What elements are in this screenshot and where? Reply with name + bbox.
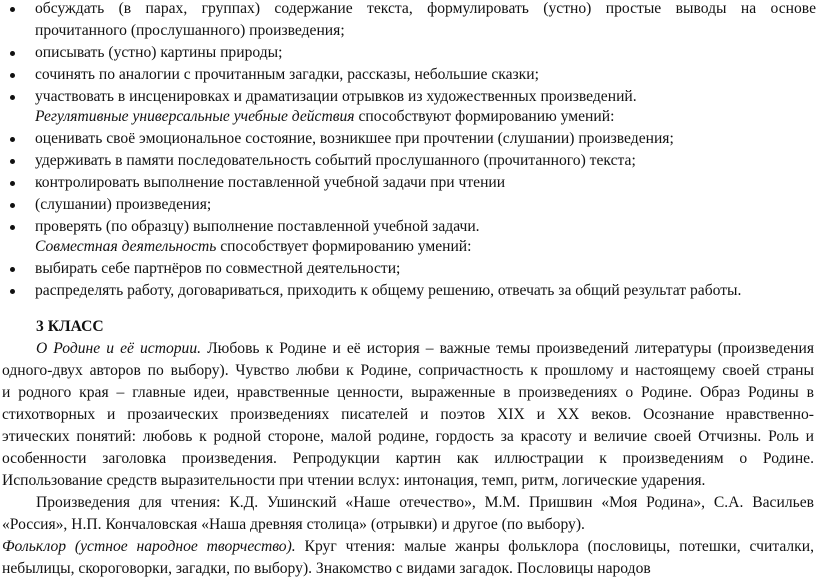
joint-intro [35, 236, 816, 258]
bullet-icon [10, 289, 15, 294]
list-item-text: оценивать своё эмоциональное состояние, возникшее при прочтении (слушании) произведения; [35, 130, 674, 147]
bullet-icon [10, 51, 15, 56]
homeland-line-1: О Родине и её истории. Любовь к Родине и её история – важные темы произведений литературы (произведения [36, 340, 814, 357]
paragraph-line: Использование средств выразительности при чтении вслух: интонация, темп, ритм, логические ударения. [2, 472, 706, 489]
bullet-icon [10, 95, 15, 100]
list-item-text: контролировать выполнение поставленной учебной задачи при чтении [35, 174, 506, 191]
list-item-text: распределять работу, договариваться, приходить к общему решению, отвечать за общий результат работы. [35, 282, 742, 299]
list-item-text: удерживать в памяти последовательность событий прослушанного (прочитанного) текста; [35, 152, 636, 169]
list-item-text: обсуждать (в парах, группах) содержание текста, формулировать (устно) простые выводы на основе [35, 0, 816, 17]
bullet-icon [10, 203, 15, 208]
regulative-rest: способствуют формированию умений: [354, 108, 615, 125]
list-item-text: проверять (по образцу) выполнение поставленной учебной задачи. [35, 218, 480, 235]
bullet-icon [10, 267, 15, 272]
list-item-text: (слушании) произведения; [35, 196, 212, 213]
bullet-icon [10, 159, 15, 164]
paragraph-line: особенности заголовка произведения. Репродукции картин как иллюстрации к произведениям о Родине. [2, 450, 814, 467]
bullet-icon [10, 225, 15, 230]
paragraph-line: и родного края – главные идеи, нравственные ценности, выраженные в произведениях о Родине. Образ Родины в [2, 384, 814, 401]
list-item-text: выбирать себе партнёров по совместной деятельности; [35, 260, 401, 277]
works-line: «Россия», Н.П. Кончаловская «Наша древняя столица» (отрывки) и другое (по выбору). [2, 516, 585, 533]
works-line: Произведения для чтения: К.Д. Ушинский «Наше отечество», М.М. Пришвин «Моя Родина», С.А. Васильев [36, 494, 814, 511]
paragraph-line: стихотворных и прозаических произведениях писателей и поэтов XIX и XX веков. Осознание нравственно- [2, 406, 814, 423]
list-item-text: прочитанного (прослушанного) произведения; [35, 22, 345, 39]
paragraph-line: небылицы, скороговорки, загадки, по выбору). Знакомство с видами загадок. Пословицы народов [2, 560, 651, 577]
grade-heading: 3 КЛАСС [36, 318, 104, 335]
bullet-icon [10, 181, 15, 186]
homeland-title: О Родине и её истории. [36, 340, 202, 357]
paragraph-line: одного-двух авторов по выбору). Чувство любви к Родине, сопричастность к прошлому и настоящему своей страны [2, 362, 814, 379]
bullet-icon [10, 73, 15, 78]
bullet-icon [10, 7, 15, 12]
list-item-text: участвовать в инсценировках и драматизации отрывков из художественных произведений. [35, 88, 637, 105]
joint-title: Совместная деятельность [35, 238, 217, 255]
joint-rest: способствует формированию умений: [216, 238, 472, 255]
list-item-text: описывать (устно) картины природы; [35, 44, 283, 61]
bullet-icon [10, 137, 15, 142]
paragraph-line: этических понятий: любовь к родной стороне, малой родине, гордость за красоту и величие своей Отчизны. Роль и [2, 428, 814, 445]
regulative-title: Регулятивные универсальные учебные действия [35, 108, 355, 125]
folklore-line-1: Фольклор (устное народное творчество). Круг чтения: малые жанры фольклора (пословицы, потешки, считалки, [2, 538, 814, 555]
folklore-title: Фольклор (устное народное творчество). [2, 538, 296, 555]
regulative-intro [35, 106, 816, 128]
list-item-text: сочинять по аналогии с прочитанным загадки, рассказы, небольшие сказки; [35, 66, 539, 83]
